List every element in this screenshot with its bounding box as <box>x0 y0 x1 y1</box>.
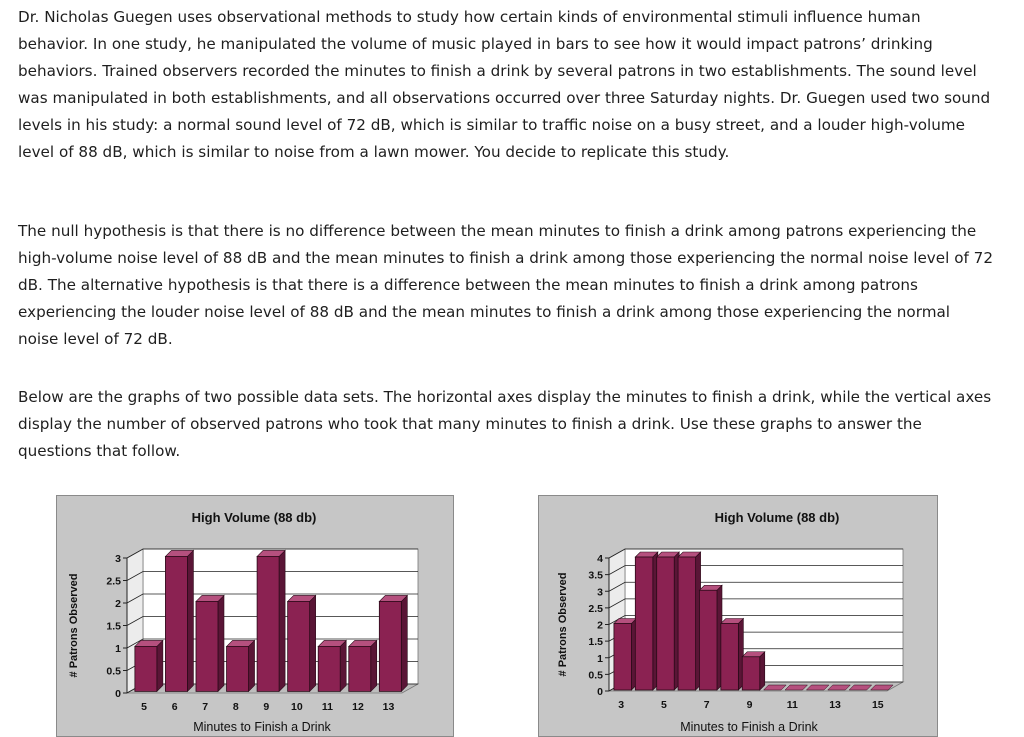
bar <box>699 585 722 690</box>
y-tick-label: 1 <box>115 643 121 655</box>
bar <box>678 552 701 690</box>
bar <box>257 550 285 691</box>
y-axis-label: # Patrons Observed <box>68 573 80 678</box>
bar <box>721 619 744 691</box>
y-tick-label: 4 <box>597 553 603 565</box>
y-tick-label: 2.5 <box>106 575 121 588</box>
bar-front <box>379 601 401 691</box>
bar-front <box>699 590 717 690</box>
bar-side <box>218 595 224 691</box>
x-axis-label: Minutes to Finish a Drink <box>680 720 818 734</box>
x-tick-label: 12 <box>352 701 364 713</box>
bar <box>227 640 255 691</box>
x-tick-label: 8 <box>232 701 239 713</box>
y-tick-label: 0.5 <box>588 669 603 682</box>
x-axis-label: Minutes to Finish a Drink <box>193 720 331 734</box>
bar-front <box>742 657 760 690</box>
graphs-description-paragraph: Below are the graphs of two possible data sets. The horizontal axes display the minutes to finish a drink, while the vertical axes display the number of observed patrons who took that many minutes to finish a drink. Use these graphs to answer the questions that follow. <box>18 388 992 460</box>
bar <box>742 652 765 690</box>
y-tick-label: 0.5 <box>106 665 121 678</box>
bar-front <box>678 557 696 690</box>
bar-side <box>401 595 407 691</box>
bar-side <box>310 595 316 691</box>
y-tick-label: 2 <box>597 619 603 632</box>
hypothesis-paragraph: The null hypothesis is that there is no difference between the mean minutes to finish a drink among patrons experiencing the high-volume noise level of 88 dB and the mean minutes to finish a drink among those experiencing the normal noise level of 72 dB. The alternative hypothesis is that there is a difference between the mean minutes to finish a drink among patrons experiencing the louder noise level of 88 dB and the mean minutes to finish a drink among those experiencing the normal noise level of 72 dB. <box>18 222 993 348</box>
bar <box>349 640 377 691</box>
bar <box>318 640 346 691</box>
bar-front <box>165 556 187 691</box>
x-tick-label: 5 <box>661 699 667 711</box>
bar-front <box>635 557 653 690</box>
bar <box>135 640 163 691</box>
y-tick-label: 3.5 <box>588 569 603 582</box>
x-tick-label: 7 <box>202 701 209 713</box>
bar <box>635 552 658 690</box>
bar-front <box>614 624 632 691</box>
x-tick-label: 13 <box>829 699 841 711</box>
bar <box>165 550 193 691</box>
bar <box>288 595 316 691</box>
bar-side <box>371 640 377 691</box>
y-tick-label: 3 <box>115 553 121 565</box>
chart-right-svg <box>539 496 937 736</box>
y-tick-label: 1.5 <box>588 636 603 649</box>
x-tick-label: 15 <box>871 699 884 711</box>
bar-side <box>249 640 255 691</box>
bar-front <box>288 601 310 691</box>
x-tick-label: 9 <box>746 699 753 711</box>
x-tick-label: 13 <box>382 701 395 713</box>
bar-side <box>157 640 163 691</box>
y-tick-label: 0 <box>115 688 121 700</box>
y-tick-label: 1.5 <box>106 620 121 633</box>
y-tick-label: 0 <box>597 686 603 698</box>
x-tick-label: 6 <box>171 701 178 713</box>
x-tick-label: 9 <box>263 701 270 713</box>
bar-front <box>349 646 371 691</box>
x-tick-label: 10 <box>291 701 303 713</box>
x-tick-label: 11 <box>786 699 798 711</box>
bar-front <box>657 557 675 690</box>
bar <box>196 595 224 691</box>
bar <box>614 619 637 691</box>
bar-front <box>257 556 279 691</box>
bar-front <box>135 646 157 691</box>
bar-side <box>340 640 346 691</box>
chart-right <box>538 495 938 737</box>
bar <box>657 552 680 690</box>
intro-paragraph: Dr. Nicholas Guegen uses observational methods to study how certain kinds of environmental stimuli influence human behavior. In one study, he manipulated the volume of music played in bars to see how it would impact patrons’ drinking behaviors. Trained observers recorded the minutes to finish a drink by several patrons in two establishments. The sound level was manipulated in both establishments, and all observations occurred over three Saturday nights. Dr. Guegen used two sound levels in his study: a normal sound level of 72 dB, which is similar to traffic noise on a busy street, and a louder high-volume level of 88 dB, which is similar to noise from a lawn mower. You decide to replicate this study. <box>18 8 991 161</box>
x-tick-label: 3 <box>618 699 625 711</box>
bar <box>379 595 407 691</box>
chart-title: High Volume (88 db) <box>191 510 317 525</box>
chart-left-svg <box>57 496 453 736</box>
bar-front <box>227 646 249 691</box>
x-tick-label: 11 <box>321 701 333 713</box>
bar-side <box>187 550 193 691</box>
bar-front <box>721 624 739 691</box>
y-axis-label: # Patrons Observed <box>557 572 569 677</box>
bar-front <box>196 601 218 691</box>
x-tick-label: 5 <box>141 701 147 713</box>
bar-side <box>279 550 285 691</box>
y-tick-label: 2.5 <box>588 602 603 615</box>
y-tick-label: 3 <box>597 586 603 599</box>
bar-front <box>318 646 340 691</box>
y-tick-label: 2 <box>115 598 121 610</box>
chart-title: High Volume (88 db) <box>714 510 840 525</box>
bar-side <box>760 652 765 690</box>
chart-left <box>56 495 454 737</box>
y-tick-label: 1 <box>597 652 603 665</box>
x-tick-label: 7 <box>703 699 710 711</box>
